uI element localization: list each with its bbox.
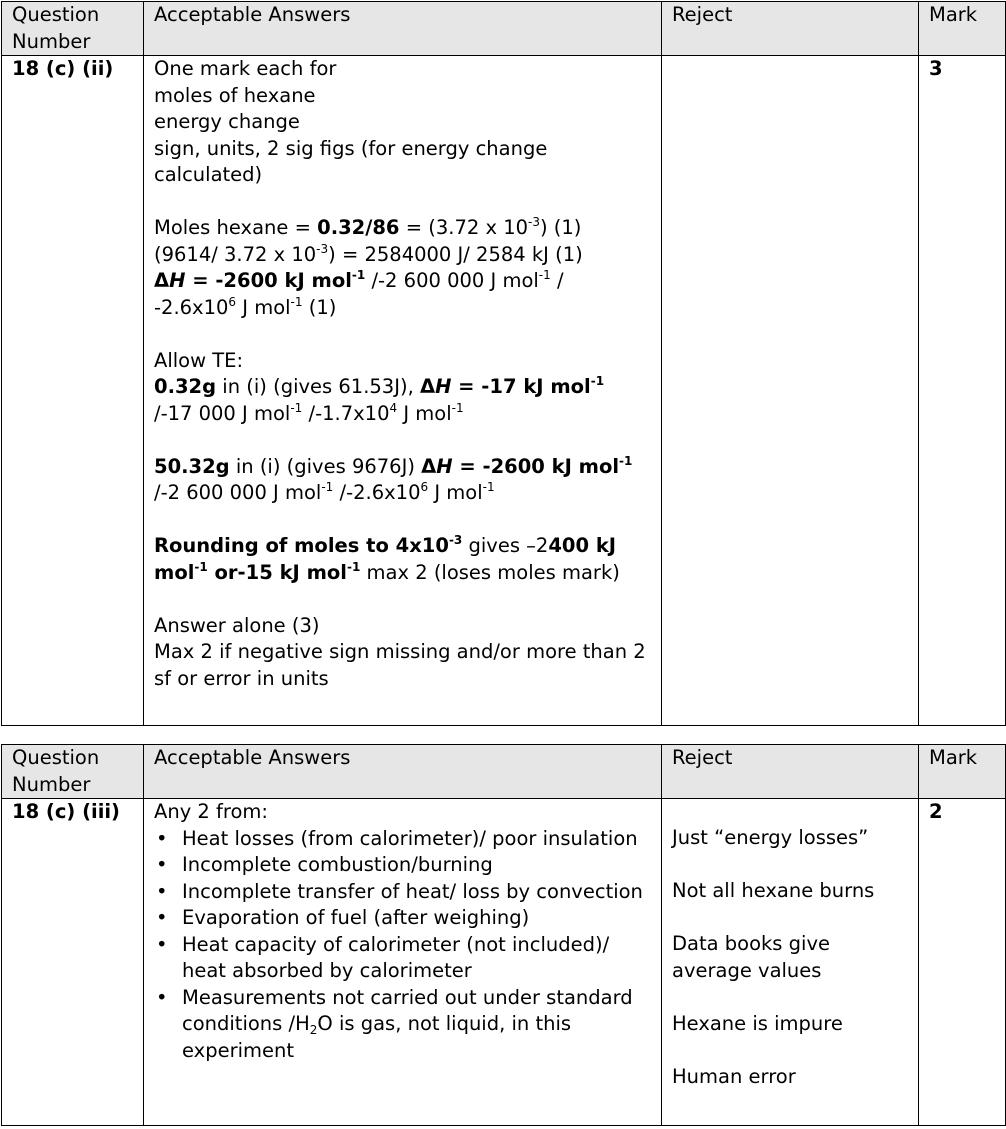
intro-line: energy change (154, 110, 300, 133)
list-item: • Incomplete transfer of heat/ loss by convection (154, 879, 651, 906)
question-number: 18 (c) (ii) (2, 56, 144, 726)
te-line-a2: /-17 000 J mol$^{-1}$ $/-1.7x10^4$ J mol$^{-1}$ (154, 400, 464, 425)
header-mark: Mark (919, 745, 1006, 799)
header-mark: Mark (919, 2, 1006, 56)
table-row (2, 799, 1006, 1126)
reject-cell (662, 56, 919, 726)
list-item: • Measurements not carried out under standard conditions $/H_2O$ is gas, not liquid, in this experiment (154, 985, 651, 1065)
rounding-note: Rounding of moles to $4x10^{-3}$ gives –2400 kJ mol$^{-1}$ or-15 kJ mol$^{-1}$ max 2 (loses moles mark) (154, 533, 620, 584)
mark-scheme-table-2 (1, 744, 1006, 1126)
reject-cell (662, 799, 919, 1126)
list-item: • Heat capacity of calorimeter (not included)/ heat absorbed by calorimeter (154, 932, 651, 985)
table-row (2, 56, 1006, 726)
list-item: • Incomplete combustion/burning (154, 852, 651, 879)
intro-line: sign, units, 2 sig figs (for energy change calculated) (154, 136, 548, 186)
header-question-number: Question Number (2, 745, 144, 799)
list-item: • Heat losses (from calorimeter)/ poor insulation (154, 826, 651, 853)
answer-alone: Answer alone (3) (154, 613, 320, 637)
acceptable-answers-cell (144, 56, 662, 726)
intro-line: moles of hexane (154, 83, 316, 107)
reject-item: Just “energy losses” (672, 826, 869, 849)
reject-item: Human error (672, 1064, 796, 1088)
calc-line-enthalpy: ΔH = -2600 kJ mol$^{-1}$ /-2 600 000 J mol$^{-1}$ / (154, 268, 564, 292)
te-title: Allow TE: (154, 348, 244, 372)
max-2-note: Max 2 if negative sign missing and/or more than 2 sf or error in units (154, 640, 646, 690)
mark-cell: 2 (919, 799, 1006, 1126)
header-acceptable-answers: Acceptable Answers (144, 745, 662, 799)
te-line-b2: /-2 600 000 J mol$^{-1}$ $/-2.6x10^6$ J mol$^{-1}$ (154, 480, 495, 504)
header-reject: Reject (662, 745, 919, 799)
table-header-row (2, 745, 1006, 799)
header-acceptable-answers: Acceptable Answers (144, 2, 662, 56)
answer-bullet-list (154, 826, 651, 1065)
calc-line-energy: (9614/ 3.72 x $10^{-3}) = 2584000$ J/ 2584 kJ (1) (154, 241, 583, 266)
reject-item: Data books give average values (672, 932, 830, 982)
te-line-a: 0.32g in (i) (gives 61.53J), ΔH = -17 kJ mol$^{-1}$ (154, 374, 605, 398)
reject-item: Hexane is impure (672, 1011, 843, 1035)
mark-scheme-table-1 (1, 1, 1006, 726)
list-item: • Evaporation of fuel (after weighing) (154, 905, 651, 932)
question-number: 18 (c) (iii) (2, 799, 144, 1126)
acceptable-answers-cell (144, 799, 662, 1126)
header-question-number: Question Number (2, 2, 144, 56)
calc-line-moles: Moles hexane = 0.32/86 = (3.72 x $10^{-3}$) (1) (154, 215, 582, 239)
intro-line: One mark each for (154, 57, 337, 80)
te-line-b: 50.32g in (i) (gives 9676J) ΔH = -2600 kJ mol$^{-1}$ (154, 453, 633, 478)
calc-line-enthalpy-alt: $-2.6x10^6$ J mol$^{-1}$ (1) (154, 294, 337, 319)
header-reject: Reject (662, 2, 919, 56)
mark-cell: 3 (919, 56, 1006, 726)
reject-item: Not all hexane burns (672, 879, 875, 902)
table-header-row (2, 2, 1006, 56)
intro-line: Any 2 from: (154, 800, 268, 823)
